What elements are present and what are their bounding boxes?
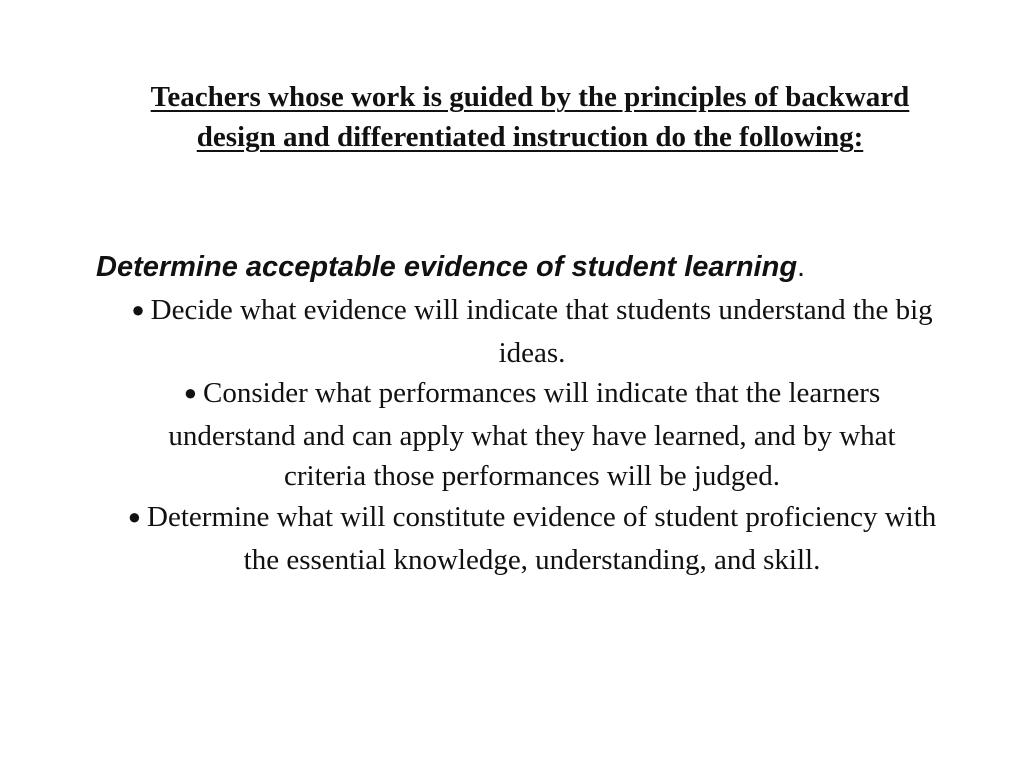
- section-heading-text: Determine acceptable evidence of student learning: [96, 251, 798, 283]
- bullet-list: [126, 290, 938, 580]
- bullet-item: [126, 497, 938, 580]
- section-heading-period: .: [797, 251, 806, 283]
- section-heading: [96, 248, 936, 286]
- bullet-item: [126, 290, 938, 373]
- bullet-item: [126, 373, 938, 497]
- bullet-dot-icon: ●: [127, 503, 142, 529]
- bullet-dot-icon: ●: [131, 297, 145, 322]
- slide-title: Teachers whose work is guided by the principles of backward design and differentiated instruction do the following:: [150, 81, 910, 153]
- bullet-text: Decide what evidence will indicate that students understand the big ideas.: [150, 294, 933, 369]
- bullet-dot-icon: ●: [183, 380, 198, 406]
- bullet-text: Determine what will constitute evidence of student proficiency with the essential knowledge, understanding, and skill.: [147, 500, 937, 576]
- bullet-text: Consider what performances will indicate that the learners understand and can apply what they have learned, and by what criteria those performances will be judged.: [168, 377, 896, 493]
